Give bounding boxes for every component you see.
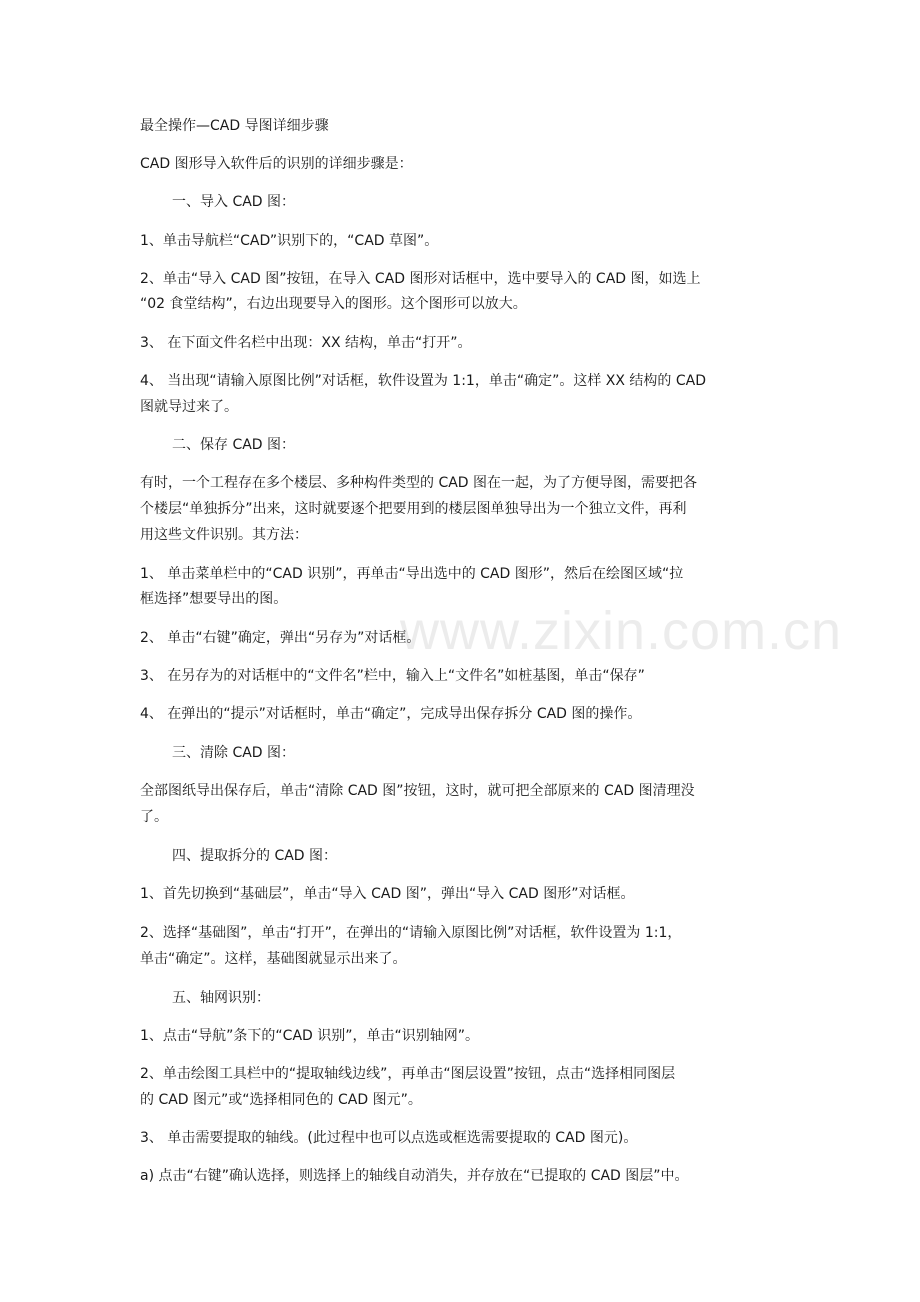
paragraph-text: 了。 [140, 809, 168, 825]
document-title: 最全操作—CAD 导图详细步骤 [140, 118, 329, 134]
paragraph-text: 全部图纸导出保存后，单击“清除 CAD 图”按钮，这时，就可把全部原来的 CAD 图清理没 [140, 783, 695, 799]
step-text: 图就导过来了。 [140, 399, 238, 415]
step-text: 的 CAD 图元”或“选择相同色的 CAD 图元”。 [140, 1092, 422, 1108]
step-text: a) 点击“右键”确认选择，则选择上的轴线自动消失，并存放在“已提取的 CAD 图层”中。 [140, 1168, 689, 1184]
step-text: 2、选择“基础图”，单击“打开”，在弹出的“请输入原图比例”对话框，软件设置为 1:1， [140, 925, 682, 941]
paragraph-text: 个楼层“单独拆分”出来，这时就要逐个把要用到的楼层图单独导出为一个独立文件，再利 [140, 501, 687, 517]
section-heading-import: 一、导入 CAD 图： [172, 194, 296, 210]
section-heading-axis: 五、轴网识别： [172, 990, 270, 1006]
step-text: 2、单击“导入 CAD 图”按钮，在导入 CAD 图形对话框中，选中要导入的 CAD 图，如选上 [140, 271, 701, 287]
step-text: 1、 单击菜单栏中的“CAD 识别”，再单击“导出选中的 CAD 图形”，然后在绘图区域“拉 [140, 566, 684, 582]
step-text: 4、 在弹出的“提示”对话框时，单击“确定”，完成导出保存拆分 CAD 图的操作。 [140, 706, 642, 722]
paragraph-text: 有时，一个工程存在多个楼层、多种构件类型的 CAD 图在一起，为了方便导图，需要把各 [140, 475, 698, 491]
step-text: “02 食堂结构”，右边出现要导入的图形。这个图形可以放大。 [140, 296, 527, 312]
step-text: 4、 当出现“请输入原图比例”对话框，软件设置为 1:1，单击“确定”。这样 XX 结构的 CAD [140, 373, 707, 389]
step-text: 3、 单击需要提取的轴线。(此过程中也可以点选或框选需要提取的 CAD 图元)。 [140, 1130, 638, 1146]
step-text: 2、单击绘图工具栏中的“提取轴线边线”，再单击“图层设置”按钮，点击“选择相同图层 [140, 1066, 676, 1082]
step-text: 1、点击“导航”条下的“CAD 识别”，单击“识别轴网”。 [140, 1028, 480, 1044]
step-text: 3、 在下面文件名栏中出现：XX 结构，单击“打开”。 [140, 335, 472, 351]
step-text: 1、首先切换到“基础层”，单击“导入 CAD 图”，弹出“导入 CAD 图形”对话框。 [140, 886, 635, 902]
section-heading-clear: 三、清除 CAD 图： [172, 745, 296, 761]
step-text: 3、 在另存为的对话框中的“文件名”栏中，输入上“文件名”如桩基图，单击“保存” [140, 668, 645, 684]
intro-paragraph: CAD 图形导入软件后的识别的详细步骤是： [140, 156, 413, 172]
watermark: www.zixin.com.cn [400, 601, 843, 661]
step-text: 框选择”想要导出的图。 [140, 591, 288, 607]
section-heading-save: 二、保存 CAD 图： [172, 437, 296, 453]
step-text: 单击“确定”。这样，基础图就显示出来了。 [140, 951, 407, 967]
paragraph-text: 用这些文件识别。其方法： [140, 527, 308, 543]
step-text: 1、单击导航栏“CAD”识别下的，“CAD 草图”。 [140, 233, 439, 249]
section-heading-extract: 四、提取拆分的 CAD 图： [172, 848, 338, 864]
step-text: 2、 单击“右键”确定，弹出“另存为”对话框。 [140, 630, 421, 646]
